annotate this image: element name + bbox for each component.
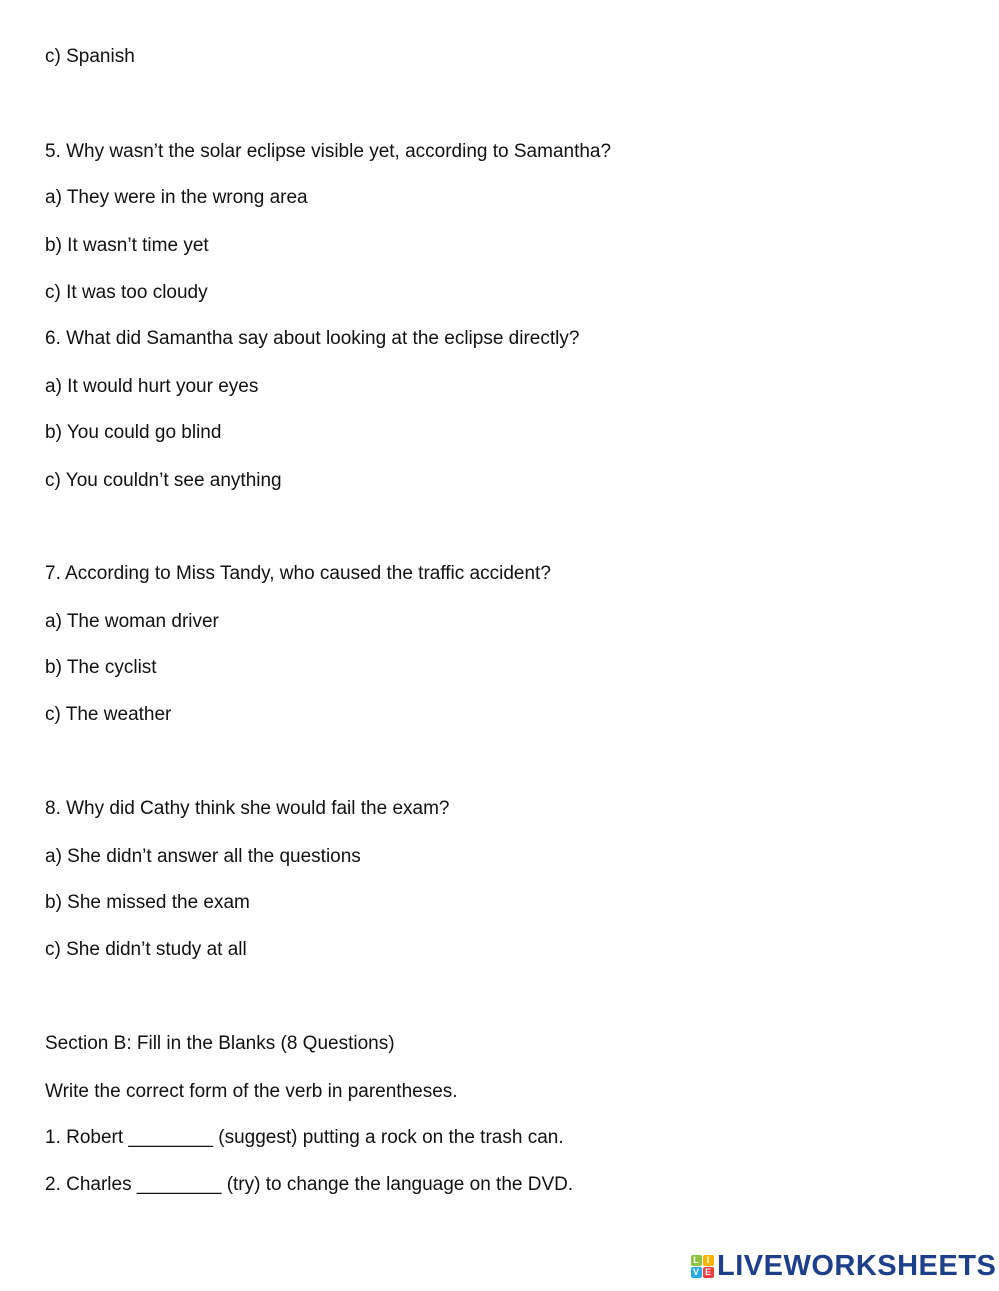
fill-blank-item-1: 1. Robert ________ (suggest) putting a rock on the trash can. bbox=[45, 1127, 564, 1148]
fill-blank-item-2: 2. Charles ________ (try) to change the language on the DVD. bbox=[45, 1174, 574, 1195]
question-7-option-c: c) The weather bbox=[45, 704, 172, 725]
previous-option-c: c) Spanish bbox=[45, 46, 135, 67]
logo-letter-v: V bbox=[691, 1267, 702, 1278]
question-6-option-a: a) It would hurt your eyes bbox=[45, 376, 259, 397]
question-8-option-a: a) She didn’t answer all the questions bbox=[45, 846, 361, 867]
question-6-option-b: b) You could go blind bbox=[45, 422, 222, 443]
section-b-title: Section B: Fill in the Blanks (8 Questions) bbox=[45, 1033, 395, 1054]
section-b-instruction: Write the correct form of the verb in parentheses. bbox=[45, 1081, 458, 1102]
liveworksheets-logo-text: LIVEWORKSHEETS bbox=[717, 1249, 997, 1282]
question-6: 6. What did Samantha say about looking at the eclipse directly? bbox=[45, 328, 580, 349]
logo-letter-i: I bbox=[703, 1255, 714, 1266]
question-5-option-a: a) They were in the wrong area bbox=[45, 187, 308, 208]
liveworksheets-logo bbox=[690, 1250, 996, 1282]
logo-letter-l: L bbox=[691, 1255, 702, 1266]
question-7-option-b: b) The cyclist bbox=[45, 657, 157, 678]
question-8-option-c: c) She didn’t study at all bbox=[45, 939, 247, 960]
logo-letter-e: E bbox=[703, 1267, 714, 1278]
question-6-option-c: c) You couldn’t see anything bbox=[45, 470, 282, 491]
question-5: 5. Why wasn’t the solar eclipse visible yet, according to Samantha? bbox=[45, 141, 612, 162]
question-8: 8. Why did Cathy think she would fail the exam? bbox=[45, 798, 450, 819]
question-7-option-a: a) The woman driver bbox=[45, 611, 219, 632]
question-5-option-c: c) It was too cloudy bbox=[45, 282, 208, 303]
question-5-option-b: b) It wasn’t time yet bbox=[45, 235, 209, 256]
liveworksheets-logo-icon bbox=[690, 1254, 714, 1278]
question-8-option-b: b) She missed the exam bbox=[45, 892, 250, 913]
question-7: 7. According to Miss Tandy, who caused the traffic accident? bbox=[45, 563, 551, 584]
